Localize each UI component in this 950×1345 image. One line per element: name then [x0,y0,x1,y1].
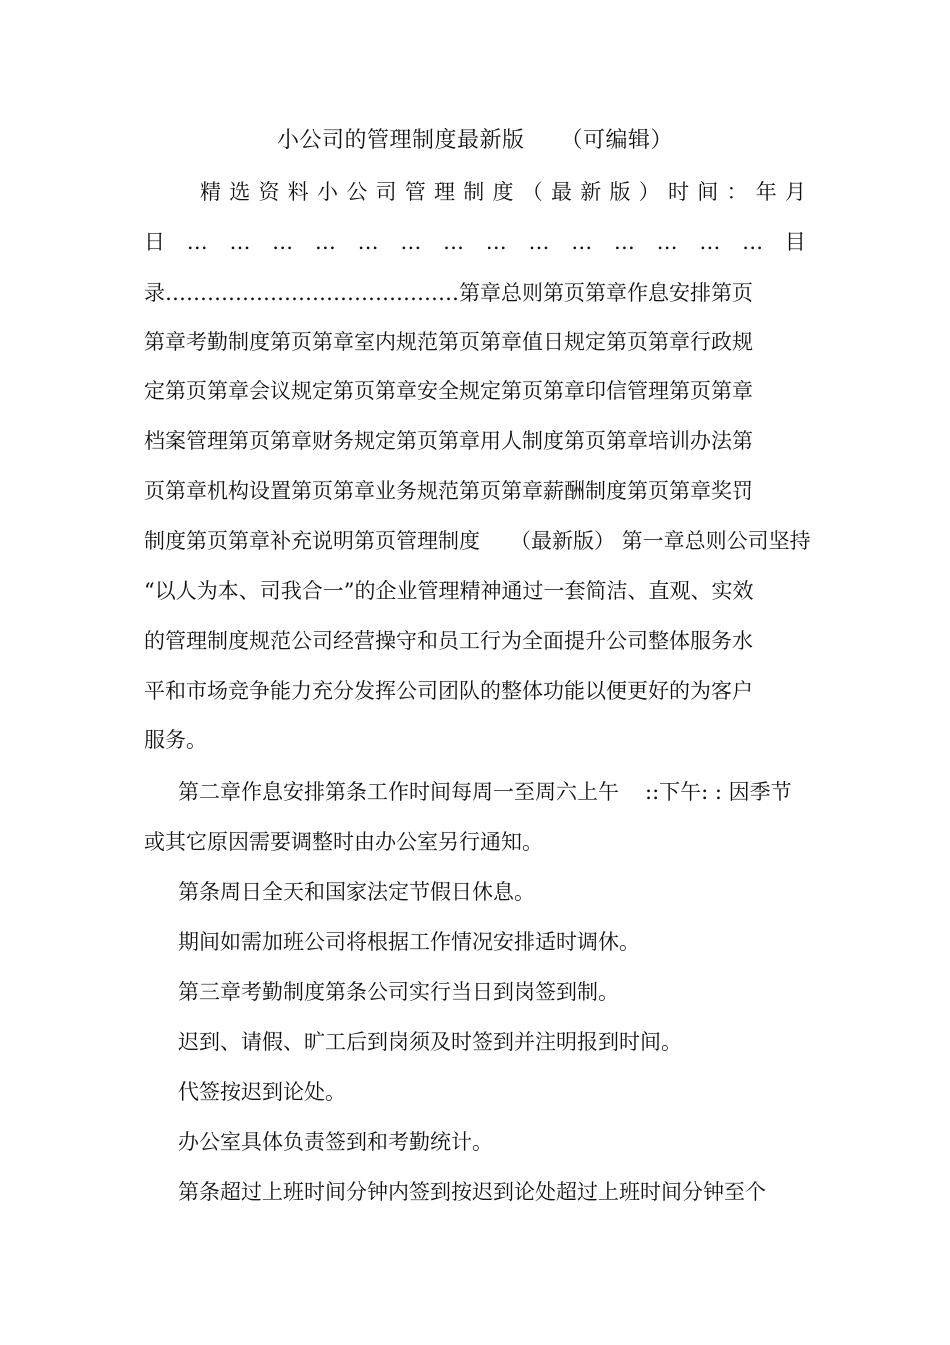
toc-line-1: 录……………………………………第章总则第页第章作息安排第页 [144,281,753,305]
intro-line-1-char: 制 [463,180,485,204]
body-line-4: 服务。 [144,728,207,752]
intro-line-1-char: 司 [375,180,397,204]
intro-line-2-char: … [485,230,507,254]
intro-line-1-char: （ [521,180,543,204]
document-title [0,124,950,158]
intro-line-2-char: … [186,230,208,254]
intro-line-1 [200,177,806,207]
body-line-1: “以人为本、司我合一”的企业管理精神通过一套简洁、直观、实效 [144,579,754,603]
intro-line-1-char: 料 [287,180,309,204]
toc-line-6-part-a: 制度第页第章补充说明第页管理制度 [144,529,480,553]
intro-line-1-char: 间 [697,180,719,204]
toc-line-6 [144,526,811,556]
intro-line-2-char: 目 [784,230,806,254]
paragraph-attendance: 第三章考勤制度第条公司实行当日到岗签到制。 [178,980,619,1004]
chapter2-line-1-part-a: 第二章作息安排第条工作时间每周一至周六上午 [178,780,619,804]
toc-line-6-part-b: （最新版） 第一章总则公司坚持 [510,529,811,553]
body-line-3: 平和市场竞争能力充分发挥公司团队的整体功能以便更好的为客户 [144,679,753,703]
intro-line-1-char: 管 [404,180,426,204]
intro-line-1-char: 精 [200,180,221,204]
intro-line-2-char: … [400,230,422,254]
intro-line-1-char: 公 [346,180,368,204]
intro-line-2 [144,227,806,257]
body-line-2: 的管理制度规范公司经营操守和员工行为全面提升公司整体服务水 [144,629,753,653]
intro-line-1-char: 时 [668,180,689,204]
chapter2-line-1 [178,777,792,807]
intro-line-1-char: 最 [551,180,572,204]
paragraph-proxy-signin: 代签按迟到论处。 [178,1080,346,1104]
paragraph-late-signin: 迟到、请假、旷工后到岗须及时签到并注明报到时间。 [178,1030,682,1054]
intro-line-1-char: 小 [317,180,338,204]
intro-line-1-char: 选 [229,180,251,204]
intro-line-1-char: ） [638,180,660,204]
intro-line-2-char: … [571,230,593,254]
intro-line-1-char: 资 [258,180,280,204]
chapter2-line-2: 或其它原因需要调整时由办公室另行通知。 [144,830,543,854]
toc-line-2: 第章考勤制度第页第章室内规范第页第章值日规定第页第章行政规 [144,330,753,354]
chapter2-line-1-part-b: ::下午: : 因季节 [645,780,792,804]
intro-line-2-char: … [699,230,721,254]
intro-line-1-char: 版 [609,180,631,204]
toc-line-5: 页第章机构设置第页第章业务规范第页第章薪酬制度第页第章奖罚 [144,479,753,503]
intro-line-2-char: … [357,230,379,254]
intro-line-1-char: 月 [785,180,806,204]
intro-line-2-char: … [272,230,294,254]
intro-line-1-char: 新 [580,180,602,204]
toc-line-3: 定第页第章会议规定第页第章安全规定第页第章印信管理第页第章 [144,379,753,403]
intro-line-2-char: … [314,230,336,254]
intro-line-2-char: … [229,230,251,254]
intro-line-2-char: … [528,230,550,254]
intro-line-1-char: 度 [492,180,514,204]
title-suffix: （可编辑） [560,128,674,153]
intro-line-1-char: 理 [434,180,455,204]
title-main: 小公司的管理制度最新版 [276,128,525,153]
intro-line-2-char: … [656,230,678,254]
intro-line-2-char: … [443,230,465,254]
paragraph-overtime: 期间如需加班公司将根据工作情况安排适时调休。 [178,930,640,954]
intro-line-2-char: … [613,230,635,254]
paragraph-rest-day: 第条周日全天和国家法定节假日休息。 [178,880,535,904]
intro-line-1-char: 年 [755,180,777,204]
paragraph-office-duty: 办公室具体负责签到和考勤统计。 [178,1130,493,1154]
intro-line-2-char: … [742,230,764,254]
intro-line-1-char: ： [726,180,748,204]
toc-line-4: 档案管理第页第章财务规定第页第章用人制度第页第章培训办法第 [144,429,753,453]
intro-line-2-char: 日 [144,230,165,254]
paragraph-late-rule: 第条超过上班时间分钟内签到按迟到论处超过上班时间分钟至个 [178,1180,766,1204]
